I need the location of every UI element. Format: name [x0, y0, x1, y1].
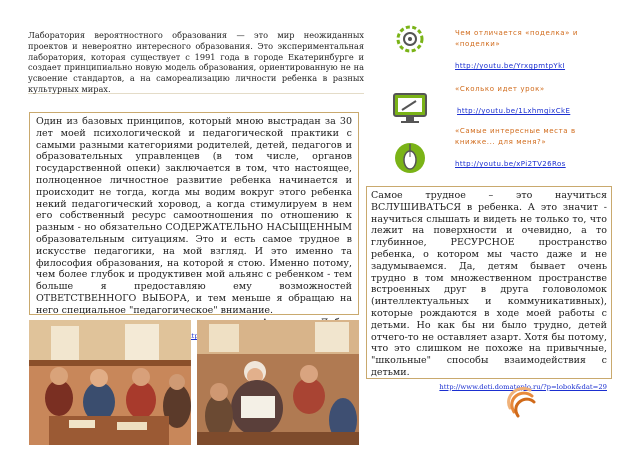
quote-text: Самое трудное – это научиться ВСЛУШИВАТЬСЯ в ребенка. А это значит - научиться слышать и видеть не только то, что лежит на поверхности и очевидно, а то глубинное, РЕСУРСНОЕ пространство ребенка, о котором мы часто даже и не задумываемся. Да, детям бывает очень трудно в том множественном пространстве встроенных друг в друга головоломок (интеллектуальных и коммуникативных), которые рождаются в ходе моей работы с детьми. Но как бы ни было трудно, детей отчего-то не оставляет азарт. Хотя бы потому, что это слишком не похоже на привычные, "школьные" способы взаимодействия с детьми.	[371, 190, 607, 378]
gear-icon	[389, 20, 431, 58]
main-text: Один из базовых принципов, который мною выстрадан за 30 лет моей психологической и педагогической практики с самыми разными категориями родителей, детей, педагогов и образовательных управленцев (в том числе, органов государственной опеки) заключается в том, что настоящее, полноценное личностное развитие ребенка начинается и происходит не тогда, когда мы водим вокруг этого ребенка некий педагогический хоровод, а когда стимулируем в нем его собственный ресурс самоотношения по отношению к разным - но обязательно СОДЕРЖАТЕЛЬНО НАСЫЩЕННЫМ образовательным ситуациям. Это и есть самое трудное в искусстве педагогики, на мой взгляд. И это именно та философия образования, на которой я стою. Именно потому, чем более глубок и продуктивен мой альянс с ребенком - тем больше я предоставляю ему возможностей ОТВЕТСТВЕННОГО ВЫБОРА, и тем меньше я обращаю на него специальное "педагогическое" внимание.	[36, 116, 352, 316]
intro-paragraph: Лаборатория вероятностного образования — это мир неожиданных проектов и невероятно интересного образования. Это экспериментальная лаборатория, которая существует с 1991 года в городе Екатеринбурге и создает принципиально новую модель образования, ориентированную не на усвоение стандартов, а на самореализацию личности ребенка в разных культурных мирах.	[28, 30, 364, 94]
video-title-2: «Сколько идет урок»	[455, 85, 545, 93]
swirl-logo	[496, 378, 546, 422]
reading-photo	[197, 320, 359, 445]
video-link-3[interactable]: http://youtu.be/xPi2TV26Ros	[455, 160, 566, 168]
video-link-1[interactable]: http://youtu.be/YrxgpmtpYkI	[455, 62, 566, 70]
quote-source-link[interactable]: http://www.deti.domateplo.ru/?p=lobok&dat=29	[439, 382, 607, 391]
video-title-1: Чем отличается «поделка» и «поделки»	[455, 29, 579, 48]
video-item-2	[389, 82, 621, 130]
video-links-list	[389, 20, 621, 180]
monitor-icon	[389, 90, 431, 128]
video-title-3: «Самые интересные места в книжке... для меня?»	[455, 127, 576, 146]
quote-box	[366, 186, 612, 391]
video-item-1	[389, 20, 621, 68]
mouse-icon	[389, 138, 431, 176]
photo-row	[29, 320, 359, 445]
classroom-photo	[29, 320, 191, 445]
video-item-3	[389, 124, 621, 180]
video-link-2[interactable]: http://youtu.be/1LxhmgixCkE	[457, 107, 571, 115]
main-text-box	[29, 112, 359, 315]
